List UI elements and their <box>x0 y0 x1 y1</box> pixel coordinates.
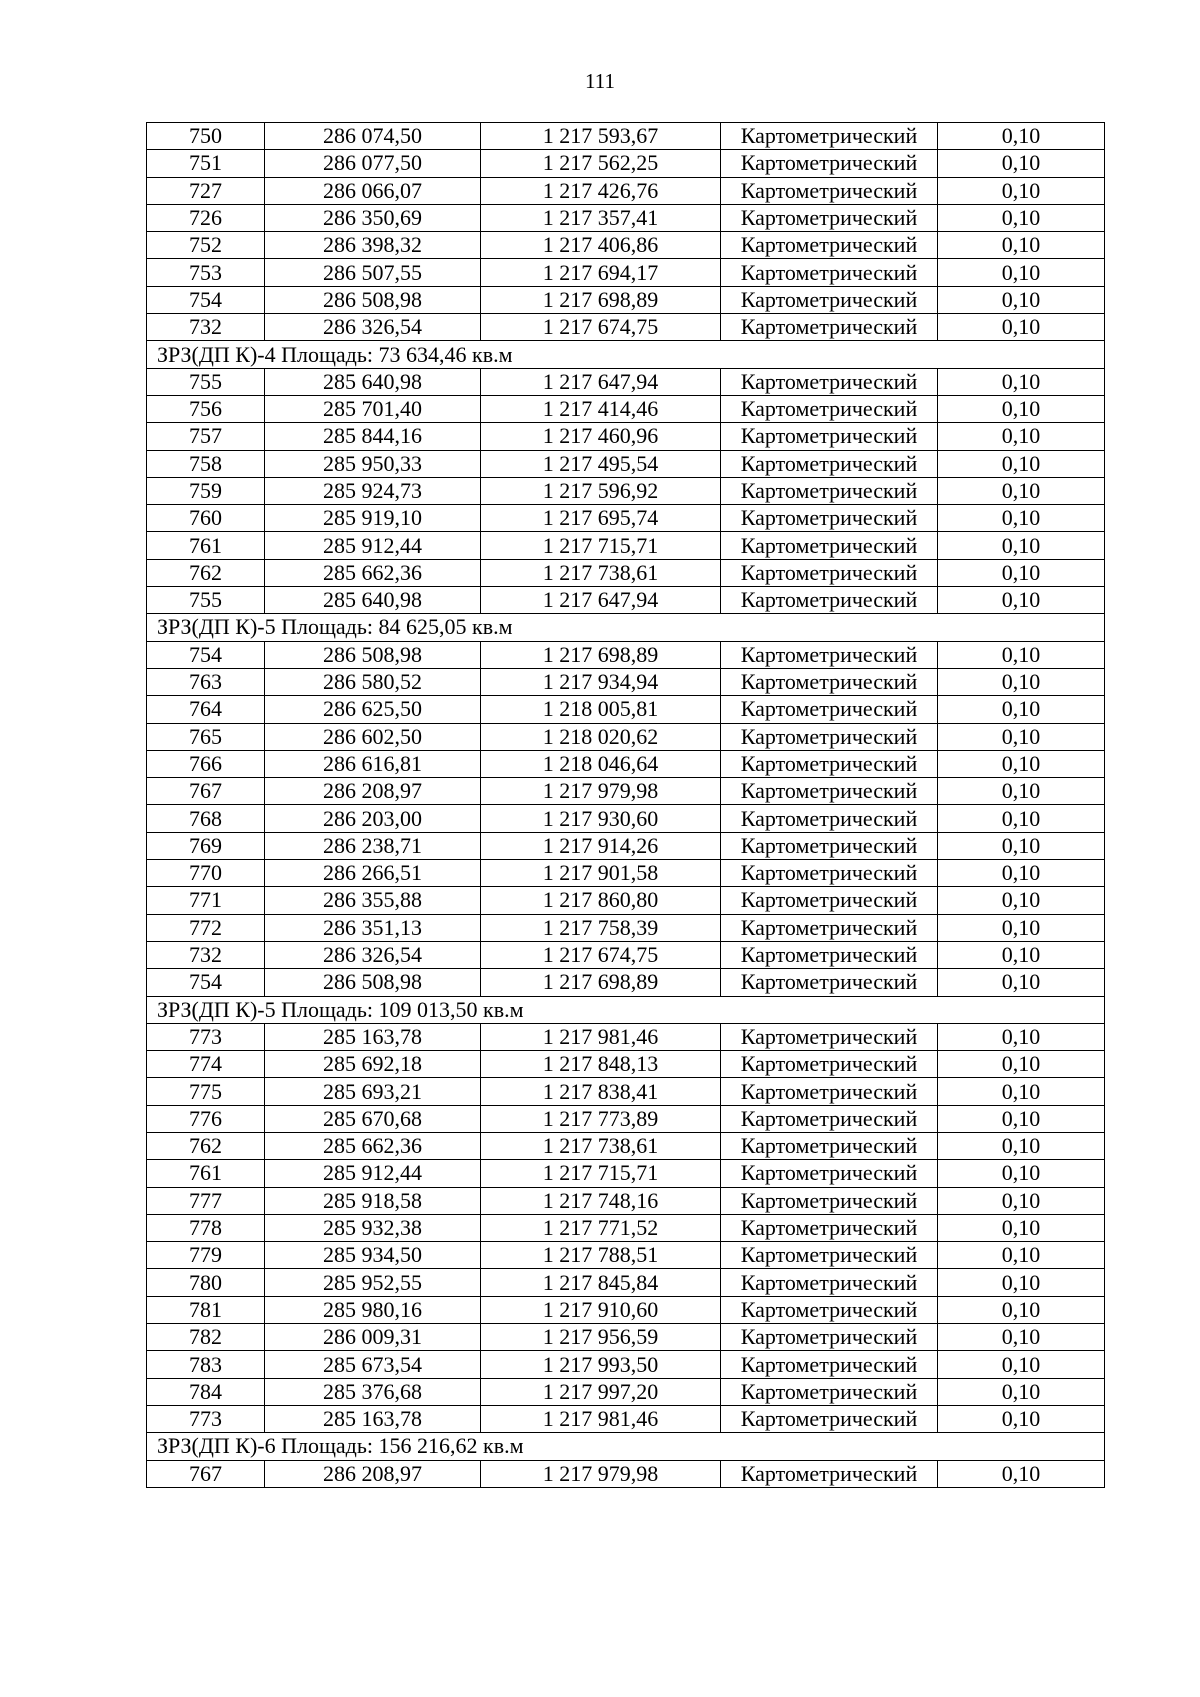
x-coordinate-cell: 285 844,16 <box>265 423 481 450</box>
y-coordinate-cell: 1 217 698,89 <box>481 969 721 996</box>
accuracy-cell: 0,10 <box>938 723 1105 750</box>
accuracy-cell: 0,10 <box>938 177 1105 204</box>
accuracy-cell: 0,10 <box>938 668 1105 695</box>
accuracy-cell: 0,10 <box>938 860 1105 887</box>
table-row <box>147 395 1105 422</box>
accuracy-cell: 0,10 <box>938 1187 1105 1214</box>
accuracy-cell: 0,10 <box>938 1269 1105 1296</box>
table-row <box>147 832 1105 859</box>
x-coordinate-cell: 286 351,13 <box>265 914 481 941</box>
table-row <box>147 532 1105 559</box>
table-row <box>147 641 1105 668</box>
method-cell: Картометрический <box>721 941 938 968</box>
coordinates-table <box>146 122 1105 1488</box>
method-cell: Картометрический <box>721 477 938 504</box>
accuracy-cell: 0,10 <box>938 1160 1105 1187</box>
point-number-cell: 782 <box>147 1324 265 1351</box>
accuracy-cell: 0,10 <box>938 204 1105 231</box>
y-coordinate-cell: 1 217 715,71 <box>481 1160 721 1187</box>
x-coordinate-cell: 285 950,33 <box>265 450 481 477</box>
y-coordinate-cell: 1 217 357,41 <box>481 204 721 231</box>
point-number-cell: 780 <box>147 1269 265 1296</box>
method-cell: Картометрический <box>721 750 938 777</box>
accuracy-cell: 0,10 <box>938 914 1105 941</box>
point-number-cell: 772 <box>147 914 265 941</box>
table-row <box>147 1269 1105 1296</box>
x-coordinate-cell: 285 376,68 <box>265 1378 481 1405</box>
y-coordinate-cell: 1 217 910,60 <box>481 1296 721 1323</box>
table-row <box>147 1378 1105 1405</box>
accuracy-cell: 0,10 <box>938 1051 1105 1078</box>
table-row <box>147 805 1105 832</box>
table-row <box>147 1460 1105 1487</box>
x-coordinate-cell: 286 508,98 <box>265 641 481 668</box>
accuracy-cell: 0,10 <box>938 969 1105 996</box>
table-row <box>147 150 1105 177</box>
zone-header: ЗРЗ(ДП К)-5 Площадь: 109 013,50 кв.м <box>147 996 1105 1023</box>
accuracy-cell: 0,10 <box>938 505 1105 532</box>
table-row <box>147 286 1105 313</box>
point-number-cell: 761 <box>147 1160 265 1187</box>
method-cell: Картометрический <box>721 314 938 341</box>
point-number-cell: 732 <box>147 314 265 341</box>
table-row <box>147 1214 1105 1241</box>
method-cell: Картометрический <box>721 1023 938 1050</box>
method-cell: Картометрический <box>721 587 938 614</box>
x-coordinate-cell: 286 580,52 <box>265 668 481 695</box>
method-cell: Картометрический <box>721 1460 938 1487</box>
x-coordinate-cell: 286 507,55 <box>265 259 481 286</box>
point-number-cell: 778 <box>147 1214 265 1241</box>
accuracy-cell: 0,10 <box>938 805 1105 832</box>
table-row <box>147 314 1105 341</box>
y-coordinate-cell: 1 217 674,75 <box>481 941 721 968</box>
table-row <box>147 696 1105 723</box>
y-coordinate-cell: 1 217 596,92 <box>481 477 721 504</box>
point-number-cell: 759 <box>147 477 265 504</box>
point-number-cell: 754 <box>147 969 265 996</box>
y-coordinate-cell: 1 217 698,89 <box>481 286 721 313</box>
x-coordinate-cell: 285 912,44 <box>265 532 481 559</box>
x-coordinate-cell: 286 616,81 <box>265 750 481 777</box>
table-row <box>147 477 1105 504</box>
x-coordinate-cell: 286 077,50 <box>265 150 481 177</box>
x-coordinate-cell: 285 673,54 <box>265 1351 481 1378</box>
y-coordinate-cell: 1 217 981,46 <box>481 1405 721 1432</box>
table-row <box>147 123 1105 150</box>
method-cell: Картометрический <box>721 286 938 313</box>
accuracy-cell: 0,10 <box>938 150 1105 177</box>
accuracy-cell: 0,10 <box>938 1078 1105 1105</box>
x-coordinate-cell: 286 203,00 <box>265 805 481 832</box>
method-cell: Картометрический <box>721 668 938 695</box>
accuracy-cell: 0,10 <box>938 696 1105 723</box>
method-cell: Картометрический <box>721 1078 938 1105</box>
y-coordinate-cell: 1 217 748,16 <box>481 1187 721 1214</box>
x-coordinate-cell: 286 238,71 <box>265 832 481 859</box>
point-number-cell: 771 <box>147 887 265 914</box>
x-coordinate-cell: 285 918,58 <box>265 1187 481 1214</box>
table-row <box>147 887 1105 914</box>
accuracy-cell: 0,10 <box>938 1405 1105 1432</box>
y-coordinate-cell: 1 218 046,64 <box>481 750 721 777</box>
accuracy-cell: 0,10 <box>938 778 1105 805</box>
x-coordinate-cell: 285 163,78 <box>265 1023 481 1050</box>
point-number-cell: 756 <box>147 395 265 422</box>
x-coordinate-cell: 286 326,54 <box>265 941 481 968</box>
x-coordinate-cell: 285 924,73 <box>265 477 481 504</box>
x-coordinate-cell: 285 163,78 <box>265 1405 481 1432</box>
y-coordinate-cell: 1 217 956,59 <box>481 1324 721 1351</box>
zone-header: ЗРЗ(ДП К)-4 Площадь: 73 634,46 кв.м <box>147 341 1105 368</box>
y-coordinate-cell: 1 217 495,54 <box>481 450 721 477</box>
point-number-cell: 762 <box>147 1132 265 1159</box>
method-cell: Картометрический <box>721 1132 938 1159</box>
accuracy-cell: 0,10 <box>938 1214 1105 1241</box>
point-number-cell: 764 <box>147 696 265 723</box>
accuracy-cell: 0,10 <box>938 750 1105 777</box>
y-coordinate-cell: 1 217 901,58 <box>481 860 721 887</box>
x-coordinate-cell: 286 602,50 <box>265 723 481 750</box>
point-number-cell: 779 <box>147 1242 265 1269</box>
table-row <box>147 914 1105 941</box>
accuracy-cell: 0,10 <box>938 314 1105 341</box>
point-number-cell: 754 <box>147 641 265 668</box>
accuracy-cell: 0,10 <box>938 423 1105 450</box>
y-coordinate-cell: 1 217 414,46 <box>481 395 721 422</box>
method-cell: Картометрический <box>721 1242 938 1269</box>
method-cell: Картометрический <box>721 641 938 668</box>
x-coordinate-cell: 286 266,51 <box>265 860 481 887</box>
method-cell: Картометрический <box>721 1105 938 1132</box>
y-coordinate-cell: 1 217 460,96 <box>481 423 721 450</box>
y-coordinate-cell: 1 217 698,89 <box>481 641 721 668</box>
point-number-cell: 773 <box>147 1023 265 1050</box>
table-row <box>147 723 1105 750</box>
method-cell: Картометрический <box>721 368 938 395</box>
point-number-cell: 727 <box>147 177 265 204</box>
table-row <box>147 423 1105 450</box>
point-number-cell: 761 <box>147 532 265 559</box>
y-coordinate-cell: 1 217 647,94 <box>481 368 721 395</box>
point-number-cell: 783 <box>147 1351 265 1378</box>
method-cell: Картометрический <box>721 887 938 914</box>
zone-header-row <box>147 1433 1105 1460</box>
x-coordinate-cell: 286 625,50 <box>265 696 481 723</box>
point-number-cell: 768 <box>147 805 265 832</box>
accuracy-cell: 0,10 <box>938 450 1105 477</box>
method-cell: Картометрический <box>721 450 938 477</box>
point-number-cell: 776 <box>147 1105 265 1132</box>
point-number-cell: 732 <box>147 941 265 968</box>
x-coordinate-cell: 286 208,97 <box>265 1460 481 1487</box>
method-cell: Картометрический <box>721 832 938 859</box>
table-row <box>147 941 1105 968</box>
x-coordinate-cell: 285 640,98 <box>265 368 481 395</box>
method-cell: Картометрический <box>721 914 938 941</box>
point-number-cell: 765 <box>147 723 265 750</box>
point-number-cell: 777 <box>147 1187 265 1214</box>
y-coordinate-cell: 1 217 695,74 <box>481 505 721 532</box>
accuracy-cell: 0,10 <box>938 1132 1105 1159</box>
accuracy-cell: 0,10 <box>938 1324 1105 1351</box>
zone-header: ЗРЗ(ДП К)-6 Площадь: 156 216,62 кв.м <box>147 1433 1105 1460</box>
accuracy-cell: 0,10 <box>938 477 1105 504</box>
x-coordinate-cell: 286 208,97 <box>265 778 481 805</box>
accuracy-cell: 0,10 <box>938 1296 1105 1323</box>
table-row <box>147 1405 1105 1432</box>
y-coordinate-cell: 1 217 771,52 <box>481 1214 721 1241</box>
y-coordinate-cell: 1 217 981,46 <box>481 1023 721 1050</box>
x-coordinate-cell: 285 701,40 <box>265 395 481 422</box>
x-coordinate-cell: 286 508,98 <box>265 969 481 996</box>
table-row <box>147 559 1105 586</box>
accuracy-cell: 0,10 <box>938 232 1105 259</box>
table-row <box>147 204 1105 231</box>
point-number-cell: 753 <box>147 259 265 286</box>
table-row <box>147 1051 1105 1078</box>
accuracy-cell: 0,10 <box>938 887 1105 914</box>
x-coordinate-cell: 285 912,44 <box>265 1160 481 1187</box>
x-coordinate-cell: 285 640,98 <box>265 587 481 614</box>
table-row <box>147 1187 1105 1214</box>
accuracy-cell: 0,10 <box>938 832 1105 859</box>
method-cell: Картометрический <box>721 123 938 150</box>
y-coordinate-cell: 1 217 694,17 <box>481 259 721 286</box>
x-coordinate-cell: 285 980,16 <box>265 1296 481 1323</box>
y-coordinate-cell: 1 217 562,25 <box>481 150 721 177</box>
accuracy-cell: 0,10 <box>938 641 1105 668</box>
point-number-cell: 750 <box>147 123 265 150</box>
point-number-cell: 758 <box>147 450 265 477</box>
table-row <box>147 450 1105 477</box>
accuracy-cell: 0,10 <box>938 123 1105 150</box>
y-coordinate-cell: 1 217 647,94 <box>481 587 721 614</box>
table-row <box>147 860 1105 887</box>
y-coordinate-cell: 1 217 788,51 <box>481 1242 721 1269</box>
y-coordinate-cell: 1 217 914,26 <box>481 832 721 859</box>
accuracy-cell: 0,10 <box>938 368 1105 395</box>
table-row <box>147 1296 1105 1323</box>
y-coordinate-cell: 1 217 773,89 <box>481 1105 721 1132</box>
x-coordinate-cell: 286 398,32 <box>265 232 481 259</box>
accuracy-cell: 0,10 <box>938 1351 1105 1378</box>
x-coordinate-cell: 285 662,36 <box>265 559 481 586</box>
table-row <box>147 1105 1105 1132</box>
table-row <box>147 1160 1105 1187</box>
accuracy-cell: 0,10 <box>938 941 1105 968</box>
method-cell: Картометрический <box>721 696 938 723</box>
method-cell: Картометрический <box>721 969 938 996</box>
table-row <box>147 1132 1105 1159</box>
x-coordinate-cell: 286 066,07 <box>265 177 481 204</box>
point-number-cell: 760 <box>147 505 265 532</box>
table-row <box>147 1078 1105 1105</box>
y-coordinate-cell: 1 217 426,76 <box>481 177 721 204</box>
point-number-cell: 774 <box>147 1051 265 1078</box>
method-cell: Картометрический <box>721 259 938 286</box>
point-number-cell: 770 <box>147 860 265 887</box>
y-coordinate-cell: 1 217 934,94 <box>481 668 721 695</box>
method-cell: Картометрический <box>721 1324 938 1351</box>
method-cell: Картометрический <box>721 232 938 259</box>
method-cell: Картометрический <box>721 204 938 231</box>
y-coordinate-cell: 1 217 838,41 <box>481 1078 721 1105</box>
x-coordinate-cell: 285 919,10 <box>265 505 481 532</box>
y-coordinate-cell: 1 217 715,71 <box>481 532 721 559</box>
x-coordinate-cell: 285 670,68 <box>265 1105 481 1132</box>
accuracy-cell: 0,10 <box>938 1378 1105 1405</box>
accuracy-cell: 0,10 <box>938 1242 1105 1269</box>
page-number: 111 <box>585 69 615 93</box>
accuracy-cell: 0,10 <box>938 395 1105 422</box>
method-cell: Картометрический <box>721 1269 938 1296</box>
method-cell: Картометрический <box>721 1187 938 1214</box>
x-coordinate-cell: 285 934,50 <box>265 1242 481 1269</box>
table-row <box>147 368 1105 395</box>
point-number-cell: 769 <box>147 832 265 859</box>
x-coordinate-cell: 285 952,55 <box>265 1269 481 1296</box>
table-row <box>147 1023 1105 1050</box>
table-row <box>147 587 1105 614</box>
y-coordinate-cell: 1 217 738,61 <box>481 1132 721 1159</box>
y-coordinate-cell: 1 217 406,86 <box>481 232 721 259</box>
table-row <box>147 668 1105 695</box>
method-cell: Картометрический <box>721 860 938 887</box>
method-cell: Картометрический <box>721 1378 938 1405</box>
x-coordinate-cell: 286 326,54 <box>265 314 481 341</box>
table-row <box>147 505 1105 532</box>
x-coordinate-cell: 285 662,36 <box>265 1132 481 1159</box>
y-coordinate-cell: 1 217 738,61 <box>481 559 721 586</box>
method-cell: Картометрический <box>721 805 938 832</box>
point-number-cell: 767 <box>147 1460 265 1487</box>
zone-header-row <box>147 341 1105 368</box>
accuracy-cell: 0,10 <box>938 559 1105 586</box>
zone-header-row <box>147 996 1105 1023</box>
table-row <box>147 1324 1105 1351</box>
point-number-cell: 752 <box>147 232 265 259</box>
point-number-cell: 767 <box>147 778 265 805</box>
table-row <box>147 1351 1105 1378</box>
point-number-cell: 762 <box>147 559 265 586</box>
method-cell: Картометрический <box>721 723 938 750</box>
y-coordinate-cell: 1 217 993,50 <box>481 1351 721 1378</box>
method-cell: Картометрический <box>721 423 938 450</box>
point-number-cell: 755 <box>147 368 265 395</box>
x-coordinate-cell: 285 692,18 <box>265 1051 481 1078</box>
table-row <box>147 750 1105 777</box>
x-coordinate-cell: 285 932,38 <box>265 1214 481 1241</box>
point-number-cell: 766 <box>147 750 265 777</box>
zone-header: ЗРЗ(ДП К)-5 Площадь: 84 625,05 кв.м <box>147 614 1105 641</box>
y-coordinate-cell: 1 217 848,13 <box>481 1051 721 1078</box>
point-number-cell: 726 <box>147 204 265 231</box>
table-row <box>147 232 1105 259</box>
x-coordinate-cell: 286 508,98 <box>265 286 481 313</box>
point-number-cell: 757 <box>147 423 265 450</box>
table-row <box>147 778 1105 805</box>
method-cell: Картометрический <box>721 1296 938 1323</box>
y-coordinate-cell: 1 217 860,80 <box>481 887 721 914</box>
x-coordinate-cell: 286 355,88 <box>265 887 481 914</box>
accuracy-cell: 0,10 <box>938 286 1105 313</box>
method-cell: Картометрический <box>721 1405 938 1432</box>
accuracy-cell: 0,10 <box>938 1023 1105 1050</box>
y-coordinate-cell: 1 217 674,75 <box>481 314 721 341</box>
y-coordinate-cell: 1 218 005,81 <box>481 696 721 723</box>
y-coordinate-cell: 1 217 758,39 <box>481 914 721 941</box>
table-row <box>147 1242 1105 1269</box>
x-coordinate-cell: 286 350,69 <box>265 204 481 231</box>
point-number-cell: 784 <box>147 1378 265 1405</box>
x-coordinate-cell: 286 074,50 <box>265 123 481 150</box>
x-coordinate-cell: 286 009,31 <box>265 1324 481 1351</box>
y-coordinate-cell: 1 217 845,84 <box>481 1269 721 1296</box>
table-row <box>147 177 1105 204</box>
method-cell: Картометрический <box>721 150 938 177</box>
method-cell: Картометрический <box>721 177 938 204</box>
accuracy-cell: 0,10 <box>938 1460 1105 1487</box>
y-coordinate-cell: 1 217 593,67 <box>481 123 721 150</box>
method-cell: Картометрический <box>721 559 938 586</box>
y-coordinate-cell: 1 217 979,98 <box>481 1460 721 1487</box>
method-cell: Картометрический <box>721 1214 938 1241</box>
point-number-cell: 781 <box>147 1296 265 1323</box>
table-row <box>147 969 1105 996</box>
point-number-cell: 763 <box>147 668 265 695</box>
method-cell: Картометрический <box>721 1160 938 1187</box>
table-row <box>147 259 1105 286</box>
y-coordinate-cell: 1 217 979,98 <box>481 778 721 805</box>
point-number-cell: 773 <box>147 1405 265 1432</box>
y-coordinate-cell: 1 217 997,20 <box>481 1378 721 1405</box>
method-cell: Картометрический <box>721 1051 938 1078</box>
y-coordinate-cell: 1 217 930,60 <box>481 805 721 832</box>
point-number-cell: 775 <box>147 1078 265 1105</box>
point-number-cell: 754 <box>147 286 265 313</box>
method-cell: Картометрический <box>721 532 938 559</box>
accuracy-cell: 0,10 <box>938 532 1105 559</box>
method-cell: Картометрический <box>721 778 938 805</box>
accuracy-cell: 0,10 <box>938 587 1105 614</box>
accuracy-cell: 0,10 <box>938 1105 1105 1132</box>
method-cell: Картометрический <box>721 505 938 532</box>
point-number-cell: 755 <box>147 587 265 614</box>
zone-header-row <box>147 614 1105 641</box>
x-coordinate-cell: 285 693,21 <box>265 1078 481 1105</box>
method-cell: Картометрический <box>721 1351 938 1378</box>
accuracy-cell: 0,10 <box>938 259 1105 286</box>
method-cell: Картометрический <box>721 395 938 422</box>
point-number-cell: 751 <box>147 150 265 177</box>
coordinates-table-body <box>147 123 1105 1488</box>
y-coordinate-cell: 1 218 020,62 <box>481 723 721 750</box>
